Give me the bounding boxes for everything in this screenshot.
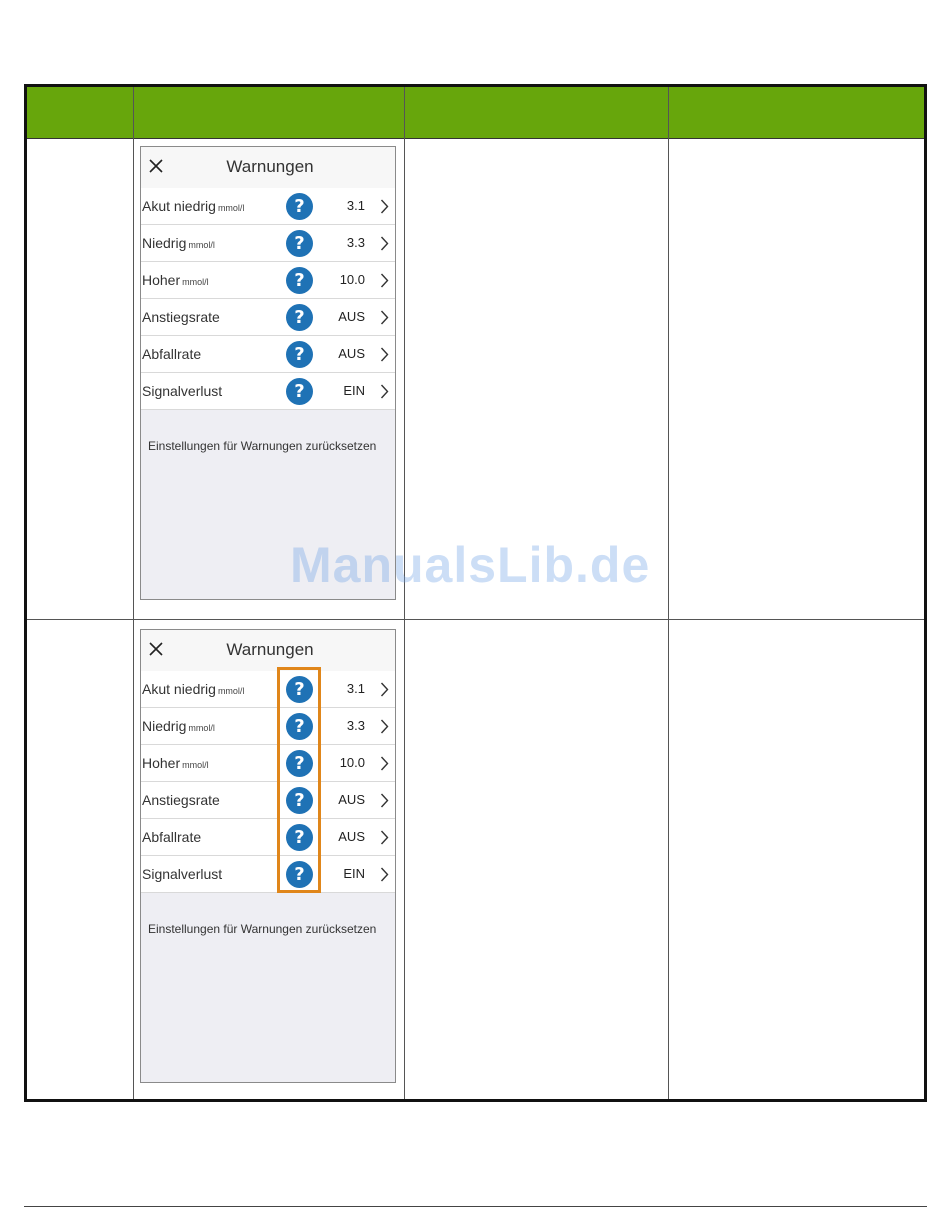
warning-value: AUS: [338, 309, 365, 324]
warning-label: Akut niedrig mmol/l: [142, 198, 245, 214]
help-icon[interactable]: ?: [286, 787, 313, 814]
chevron-right-icon: [380, 867, 389, 882]
chevron-right-icon: [380, 236, 389, 251]
watermark: ManualsLib.de: [290, 537, 651, 593]
warning-row[interactable]: [141, 188, 395, 225]
footer-rule: [24, 1206, 927, 1207]
warning-row[interactable]: [141, 819, 395, 856]
help-icon[interactable]: ?: [286, 230, 313, 257]
warning-value: 3.1: [346, 198, 365, 213]
column-divider: [668, 87, 669, 1099]
warning-row[interactable]: [141, 336, 395, 373]
warning-label: Abfallrate: [142, 829, 202, 845]
warning-label: Abfallrate: [142, 346, 202, 362]
help-icon[interactable]: ?: [286, 750, 313, 777]
chevron-right-icon: [380, 347, 389, 362]
warning-label: Niedrig mmol/l: [142, 235, 215, 251]
warning-row[interactable]: [141, 225, 395, 262]
chevron-right-icon: [380, 273, 389, 288]
screen-header: [141, 147, 395, 189]
unit-label: mmol/l: [182, 760, 209, 770]
column-divider: [133, 87, 134, 1099]
unit-label: mmol/l: [182, 277, 209, 287]
warning-label: Signalverlust: [142, 866, 223, 882]
help-icon[interactable]: ?: [286, 824, 313, 851]
screen-title: Warnungen: [226, 157, 314, 176]
help-icon[interactable]: ?: [286, 341, 313, 368]
warning-row[interactable]: [141, 782, 395, 819]
help-icon[interactable]: ?: [286, 378, 313, 405]
warning-label: Niedrig mmol/l: [142, 718, 215, 734]
warning-row[interactable]: [141, 299, 395, 336]
help-icon[interactable]: ?: [286, 676, 313, 703]
help-icon[interactable]: ?: [286, 713, 313, 740]
warning-value: 10.0: [339, 272, 365, 287]
warnings-list: [141, 671, 395, 893]
help-icon[interactable]: ?: [286, 861, 313, 888]
row-divider: [27, 619, 924, 620]
warning-value: EIN: [343, 866, 365, 881]
table-header-row: [27, 87, 924, 139]
warnings-list: [141, 188, 395, 410]
help-icon[interactable]: ?: [286, 267, 313, 294]
warning-row[interactable]: [141, 745, 395, 782]
unit-label: mmol/l: [188, 240, 215, 250]
chevron-right-icon: [380, 310, 389, 325]
reset-warnings-link[interactable]: Einstellungen für Warnungen zurücksetzen: [148, 439, 377, 453]
warning-value: 3.3: [346, 235, 365, 250]
warning-row[interactable]: [141, 671, 395, 708]
chevron-right-icon: [380, 199, 389, 214]
help-icon[interactable]: ?: [286, 304, 313, 331]
warning-value: 3.3: [346, 718, 365, 733]
warning-label: Anstiegsrate: [142, 792, 220, 808]
chevron-right-icon: [380, 830, 389, 845]
warning-label: Anstiegsrate: [142, 309, 220, 325]
warning-label: Akut niedrig mmol/l: [142, 681, 245, 697]
warnings-screen-2: [140, 629, 396, 1083]
chevron-right-icon: [380, 756, 389, 771]
warning-value: AUS: [338, 346, 365, 361]
warning-value: 10.0: [339, 755, 365, 770]
warning-label: Signalverlust: [142, 383, 223, 399]
screen-header: [141, 630, 395, 672]
unit-label: mmol/l: [217, 686, 245, 696]
unit-label: mmol/l: [217, 203, 245, 213]
warning-value: 3.1: [346, 681, 365, 696]
reset-warnings-link[interactable]: Einstellungen für Warnungen zurücksetzen: [148, 922, 377, 936]
warning-row[interactable]: [141, 262, 395, 299]
unit-label: mmol/l: [188, 723, 215, 733]
chevron-right-icon: [380, 682, 389, 697]
chevron-right-icon: [380, 719, 389, 734]
chevron-right-icon: [380, 793, 389, 808]
help-icon[interactable]: ?: [286, 193, 313, 220]
warning-value: AUS: [338, 792, 365, 807]
warning-row[interactable]: [141, 856, 395, 893]
warning-row[interactable]: [141, 708, 395, 745]
screen-title: Warnungen: [226, 640, 314, 659]
warning-value: AUS: [338, 829, 365, 844]
warning-label: Hoher mmol/l: [142, 755, 209, 771]
chevron-right-icon: [380, 384, 389, 399]
warning-row[interactable]: [141, 373, 395, 410]
warning-value: EIN: [343, 383, 365, 398]
warnings-screen-1: [140, 146, 396, 600]
warning-label: Hoher mmol/l: [142, 272, 209, 288]
help-icons-highlight: [277, 667, 321, 893]
